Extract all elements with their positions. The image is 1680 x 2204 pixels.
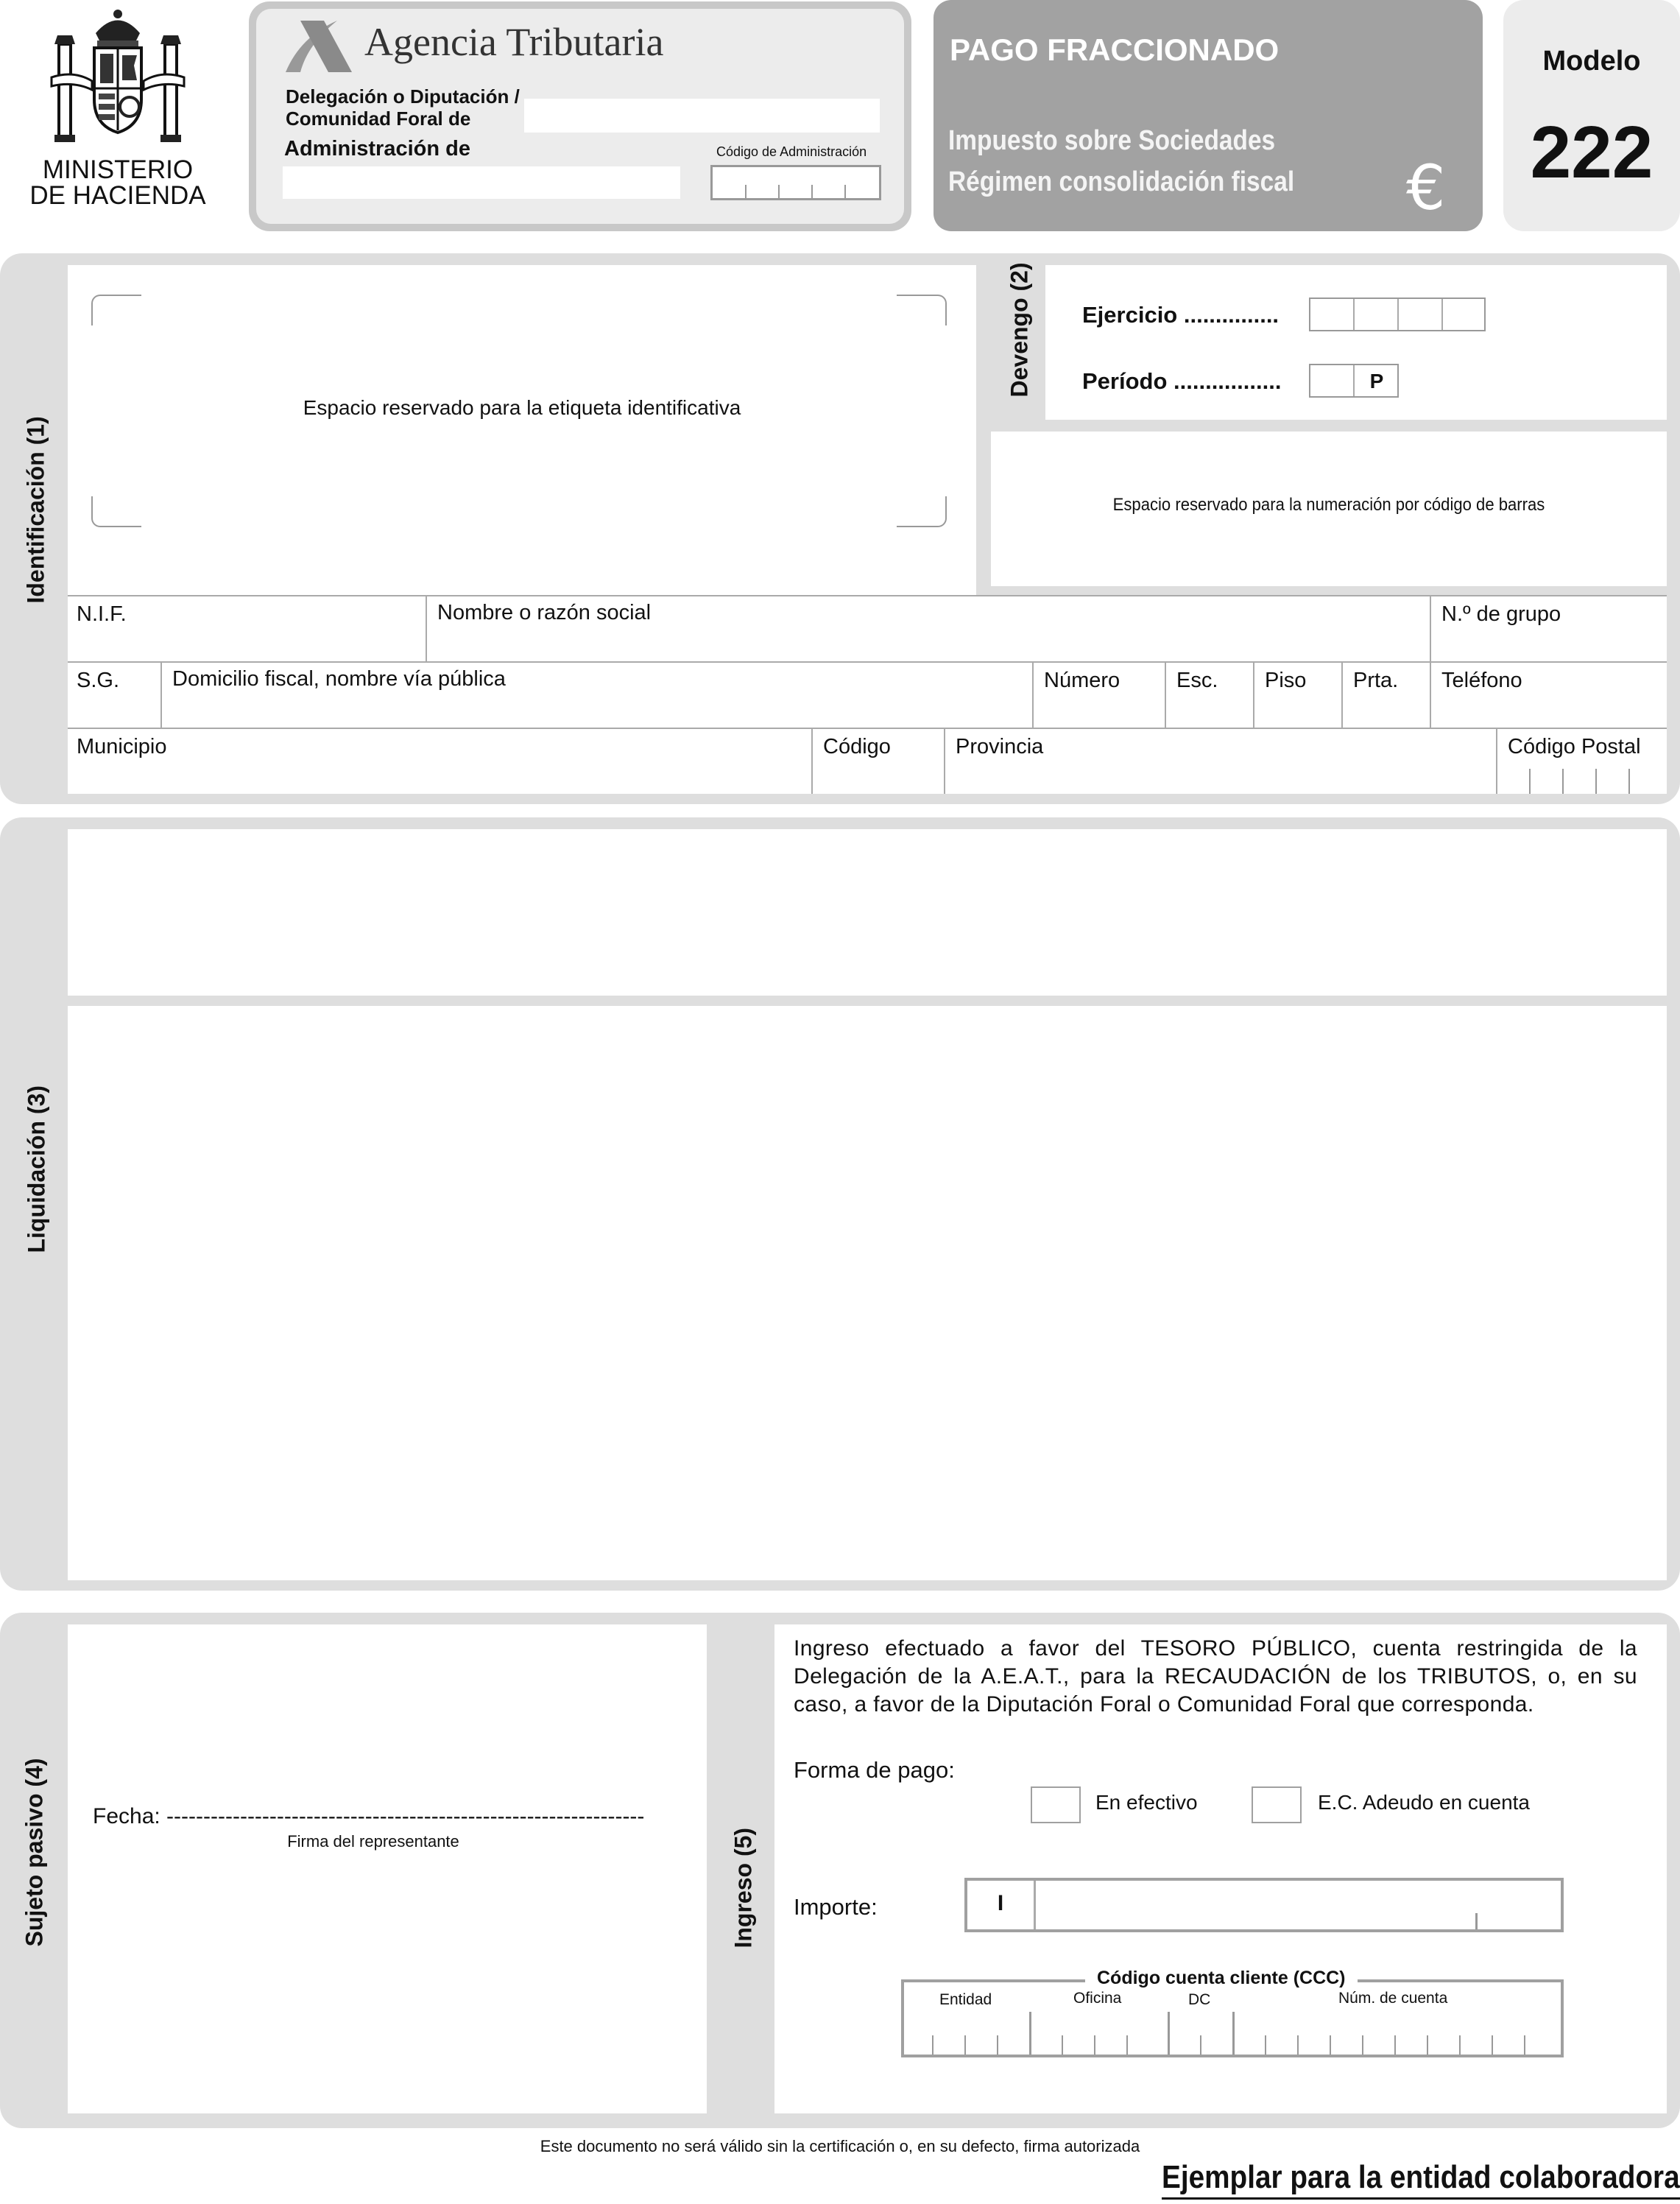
sg-field[interactable]: S.G. bbox=[77, 669, 120, 692]
codigo-field[interactable]: Código bbox=[823, 735, 891, 758]
domicilio-field[interactable]: Domicilio fiscal, nombre vía pública bbox=[172, 667, 506, 691]
liquidacion-section-label: Liquidación (3) bbox=[23, 1085, 50, 1253]
adeudo-label: E.C. Adeudo en cuenta bbox=[1318, 1791, 1530, 1814]
etiqueta-area bbox=[68, 265, 976, 595]
ccc-box[interactable] bbox=[901, 1979, 1564, 2057]
barcode-text: Espacio reservado para la numeración por código de barras bbox=[1112, 495, 1545, 515]
periodo-label: Período ................. bbox=[1082, 368, 1282, 394]
nombre-field[interactable]: Nombre o razón social bbox=[437, 601, 652, 624]
codigo-admin-input[interactable] bbox=[710, 165, 881, 200]
periodo-input[interactable] bbox=[1309, 364, 1399, 398]
devengo-section-label: Devengo (2) bbox=[1006, 262, 1033, 398]
esc-field[interactable]: Esc. bbox=[1176, 669, 1218, 692]
ministry-line-1: MINISTERIO bbox=[42, 155, 194, 184]
entidad-label: Entidad bbox=[939, 1991, 992, 2008]
ministry-line-2: DE HACIENDA bbox=[29, 181, 206, 210]
ccc-title: Código cuenta cliente (CCC) bbox=[1085, 1968, 1358, 1989]
fecha-field[interactable]: Fecha: ----------------------------------------------------------------- bbox=[93, 1804, 645, 1828]
etiqueta-corner-br bbox=[897, 496, 947, 527]
forma-pago-label: Forma de pago: bbox=[794, 1757, 955, 1783]
municipio-field[interactable]: Municipio bbox=[77, 735, 167, 758]
sujeto-pasivo-area bbox=[68, 1624, 707, 2113]
importe-prefix: I bbox=[997, 1891, 1004, 1915]
identificacion-section-label: Identificación (1) bbox=[22, 416, 49, 604]
modelo-number: 222 bbox=[1530, 111, 1653, 194]
modelo-label: Modelo bbox=[1542, 46, 1641, 77]
efectivo-checkbox[interactable] bbox=[1031, 1786, 1081, 1823]
ingreso-section-label: Ingreso (5) bbox=[730, 1827, 757, 1948]
form-title: PAGO FRACCIONADO bbox=[950, 32, 1280, 67]
importe-label: Importe: bbox=[794, 1894, 878, 1920]
oficina-label: Oficina bbox=[1073, 1990, 1122, 2007]
numero-field[interactable]: Número bbox=[1044, 669, 1120, 692]
etiqueta-corner-tr bbox=[897, 295, 947, 325]
periodo-suffix: P bbox=[1369, 370, 1384, 392]
importe-input[interactable] bbox=[964, 1878, 1564, 1932]
efectivo-label: En efectivo bbox=[1095, 1791, 1198, 1814]
ejercicio-input[interactable] bbox=[1309, 297, 1486, 331]
telefono-field[interactable]: Teléfono bbox=[1441, 669, 1522, 692]
form-subtitle-2: Régimen consolidación fiscal bbox=[948, 166, 1295, 197]
form-subtitle-1: Impuesto sobre Sociedades bbox=[948, 125, 1276, 156]
prta-field[interactable]: Prta. bbox=[1353, 669, 1399, 692]
cuenta-label: Núm. de cuenta bbox=[1338, 1990, 1448, 2007]
footer-note: Este documento no será válido sin la certificación o, en su defecto, firma autorizada bbox=[540, 2137, 1140, 2155]
administracion-input[interactable] bbox=[283, 166, 680, 199]
identificacion-fields bbox=[68, 596, 1667, 794]
agency-logo-icon bbox=[278, 15, 359, 75]
ejemplar-label: Ejemplar para la entidad colaboradora bbox=[1162, 2159, 1680, 2200]
liquidacion-main-area[interactable] bbox=[68, 1006, 1667, 1580]
dc-label: DC bbox=[1188, 1991, 1211, 2008]
liquidacion-top-area[interactable] bbox=[68, 829, 1667, 996]
agency-name: Agencia Tributaria bbox=[364, 20, 664, 64]
grupo-field[interactable]: N.º de grupo bbox=[1441, 602, 1561, 626]
firma-label: Firma del representante bbox=[287, 1832, 459, 1851]
delegacion-label: Delegación o Diputación / Comunidad Foral de bbox=[286, 85, 520, 130]
sujeto-pasivo-section-label: Sujeto pasivo (4) bbox=[21, 1758, 48, 1947]
coat-of-arms-logo bbox=[44, 4, 191, 151]
piso-field[interactable]: Piso bbox=[1265, 669, 1307, 692]
ejercicio-label: Ejercicio ............... bbox=[1082, 302, 1280, 328]
etiqueta-corner-tl bbox=[91, 295, 141, 325]
adeudo-checkbox[interactable] bbox=[1252, 1786, 1302, 1823]
administracion-label: Administración de bbox=[284, 137, 470, 161]
etiqueta-text: Espacio reservado para la etiqueta identificativa bbox=[303, 396, 741, 419]
provincia-field[interactable]: Provincia bbox=[956, 735, 1044, 758]
nif-field[interactable]: N.I.F. bbox=[77, 602, 127, 626]
etiqueta-corner-bl bbox=[91, 496, 141, 527]
euro-icon: € bbox=[1406, 152, 1446, 224]
delegacion-input[interactable] bbox=[524, 99, 880, 133]
ingreso-paragraph: Ingreso efectuado a favor del TESORO PÚBLICO, cuenta restringida de la Delegación de la A.E.A.T., para la RECAUDACIÓN de los TRIBUTOS, o, en su caso, a favor de la Diputación Foral o Comunidad Foral que corresponda. bbox=[794, 1636, 1637, 1717]
codigo-admin-label: Código de Administración bbox=[716, 144, 867, 159]
codigo-postal-field[interactable]: Código Postal bbox=[1508, 735, 1641, 758]
ministry-name bbox=[15, 157, 221, 208]
